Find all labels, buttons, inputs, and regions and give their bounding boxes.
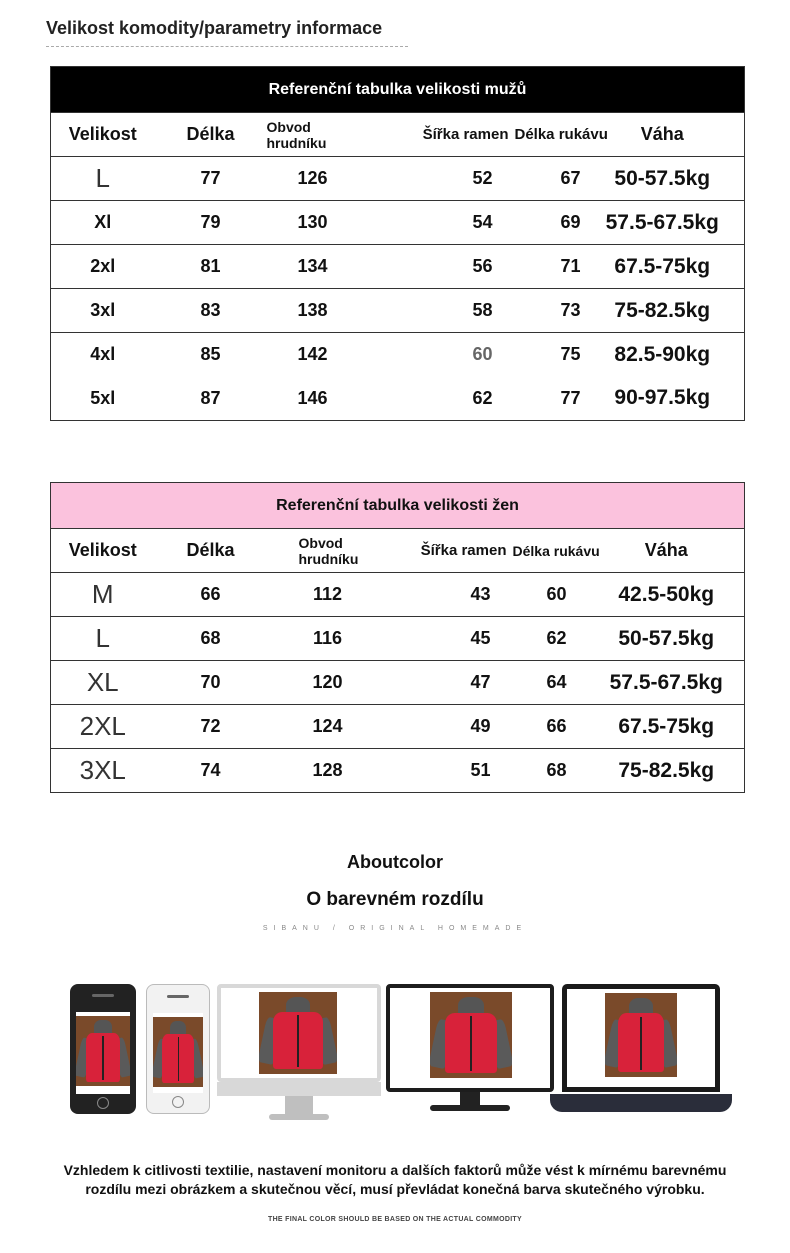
women-size-table [50,482,745,793]
cell-sleeve: 77 [560,387,581,408]
table-row [51,377,745,421]
cell-weight: 75-82.5kg [581,289,745,333]
header-shoulder: Šířka ramen [359,113,509,157]
about-color-subtitle: O barevném rozdílu [306,889,484,910]
cell-shoulder: 52 [359,157,509,201]
cell-shoulder: 49 [389,705,507,749]
cell-chest: 124 [267,705,389,749]
cell-shoulder: 45 [389,617,507,661]
cell-sleeve: 66 [507,705,589,749]
cell-shoulder: 51 [389,749,507,793]
cell-weight: 75-82.5kg [589,749,745,793]
header-length: Délka [155,529,267,573]
table-row [51,661,745,705]
cell-size: M [51,573,155,617]
about-color-title: Aboutcolor [347,852,443,872]
cell-length: 66 [155,573,267,617]
cell-length: 68 [155,617,267,661]
cell-weight: 67.5-75kg [581,245,745,289]
cell-size: L [51,157,155,201]
men-table-caption: Referenční tabulka velikosti mužů [51,67,745,113]
table-row [51,333,745,377]
cell-sleeve: 60 [507,573,589,617]
cell-weight: 50-57.5kg [589,617,745,661]
cell-chest: 134 [267,245,359,289]
header-size: Velikost [51,529,155,573]
cell-size: 2XL [51,705,155,749]
cell-sleeve: 69 [509,201,581,245]
cell-weight: 50-57.5kg [581,157,745,201]
cell-size: 3xl [51,289,155,333]
cell-length: 79 [155,201,267,245]
cell-chest: 128 [267,749,389,793]
table-row [51,749,745,793]
cell-chest: 120 [267,661,389,705]
header-size: Velikost [51,113,155,157]
header-chest: Obvod hrudníku [267,529,389,573]
disclaimer-line-2: rozdílu mezi obrázkem a skutečnou věcí, musí převládat konečná barva skutečného výrobku. [85,1181,705,1197]
table-row [51,573,745,617]
header-weight: Váha [581,113,745,157]
cell-sleeve: 62 [507,617,589,661]
cell-sleeve: 71 [509,245,581,289]
cell-sleeve: 67 [509,157,581,201]
laptop-illustration [550,984,732,1116]
table-row [51,617,745,661]
cell-weight: 42.5-50kg [589,573,745,617]
section-divider [46,46,408,47]
cell-chest: 126 [267,157,359,201]
women-table-caption: Referenční tabulka velikosti žen [51,483,745,529]
header-length: Délka [155,113,267,157]
cell-size: 4xl [51,333,155,377]
cell-shoulder: 47 [389,661,507,705]
cell-sleeve: 73 [509,289,581,333]
cell-shoulder: 43 [389,573,507,617]
cell-size: XL [51,661,155,705]
cell-weight: 82.5-90kg [581,333,745,377]
header-sleeve: Délka rukávu [509,113,581,157]
section-title: Velikost komodity/parametry informace [46,18,383,38]
cell-chest: 116 [267,617,389,661]
cell-weight: 67.5-75kg [589,705,745,749]
phone-dark-illustration [70,984,136,1114]
cell-length: 85 [155,333,267,377]
header-weight: Váha [589,529,745,573]
table-row [51,245,745,289]
cell-sleeve: 68 [507,749,589,793]
cell-size: L [51,617,155,661]
table-row [51,705,745,749]
cell-weight: 57.5-67.5kg [589,661,745,705]
cell-length: 83 [155,289,267,333]
cell-chest: 112 [267,573,389,617]
header-shoulder: Šířka ramen [389,529,507,573]
cell-weight: 57.5-67.5kg [581,201,745,245]
cell-size: Xl [51,201,155,245]
cell-sleeve: 75 [509,333,581,377]
cell-shoulder: 58 [359,289,509,333]
cell-shoulder: 60 [359,333,509,377]
cell-length: 72 [155,705,267,749]
cell-length: 81 [155,245,267,289]
cell-shoulder: 62 [472,387,493,408]
cell-sleeve: 64 [507,661,589,705]
cell-chest: 138 [267,289,359,333]
cell-chest: 142 [267,333,359,377]
monitor-black-illustration [386,984,554,1114]
cell-length: 74 [155,749,267,793]
table-row [51,157,745,201]
men-size-table [50,66,745,421]
cell-length: 77 [155,157,267,201]
cell-size: 2xl [51,245,155,289]
cell-weight: 90-97.5kg [614,386,711,410]
disclaimer-line-1: Vzhledem k citlivosti textilie, nastavení monitoru a dalších faktorů může vést k mírnému barevnému [63,1162,727,1178]
cell-size: 5xl [90,387,116,408]
cell-length: 70 [155,661,267,705]
phone-white-illustration [146,984,210,1114]
final-color-footnote: THE FINAL COLOR SHOULD BE BASED ON THE ACTUAL COMMODITY [268,1216,522,1223]
cell-size: 3XL [51,749,155,793]
cell-shoulder: 54 [359,201,509,245]
cell-length: 87 [200,387,221,408]
header-chest: Obvod hrudníku [267,113,359,157]
cell-chest: 130 [267,201,359,245]
table-row [51,201,745,245]
cell-chest: 146 [297,387,328,408]
table-row [51,289,745,333]
brand-line: SIBANU / ORIGINAL HOMEMADE [262,925,528,932]
header-sleeve: Délka rukávu [507,529,589,573]
cell-shoulder: 56 [359,245,509,289]
color-disclaimer [10,1161,780,1199]
monitor-silver-illustration [217,984,381,1126]
